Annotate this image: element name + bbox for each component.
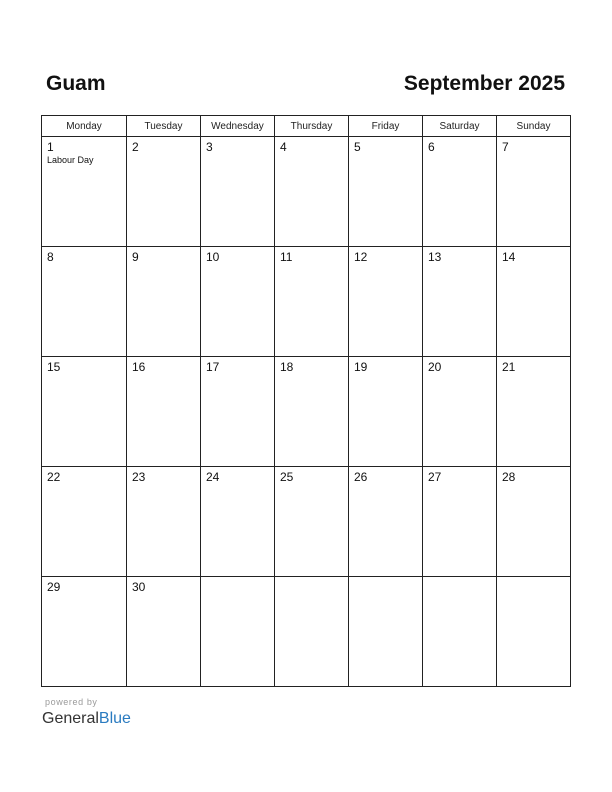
weekday-header-friday: Friday bbox=[349, 116, 423, 137]
footer-branding bbox=[42, 697, 131, 729]
weekday-header-wednesday: Wednesday bbox=[201, 116, 275, 137]
day-cell bbox=[349, 247, 423, 357]
day-cell bbox=[127, 467, 201, 577]
day-number: 14 bbox=[502, 250, 516, 264]
weekday-header-row bbox=[42, 116, 571, 137]
day-number: 19 bbox=[354, 360, 368, 374]
day-cell bbox=[127, 577, 201, 687]
day-cell bbox=[275, 357, 349, 467]
day-cell bbox=[42, 577, 127, 687]
calendar-grid bbox=[41, 115, 571, 687]
day-cell bbox=[201, 137, 275, 247]
day-number: 26 bbox=[354, 470, 368, 484]
day-number: 21 bbox=[502, 360, 516, 374]
holiday-label: Labour Day bbox=[47, 155, 94, 165]
day-cell bbox=[42, 357, 127, 467]
day-cell bbox=[423, 137, 497, 247]
day-cell bbox=[127, 357, 201, 467]
day-number: 28 bbox=[502, 470, 516, 484]
day-number: 1 bbox=[47, 140, 54, 154]
month-year-title: September 2025 bbox=[403, 72, 565, 95]
day-number: 25 bbox=[280, 470, 294, 484]
day-cell bbox=[275, 467, 349, 577]
day-cell bbox=[497, 357, 571, 467]
day-number: 30 bbox=[132, 580, 146, 594]
day-number: 22 bbox=[47, 470, 61, 484]
day-number: 6 bbox=[428, 140, 435, 154]
day-cell bbox=[127, 137, 201, 247]
weekday-header-tuesday: Tuesday bbox=[127, 116, 201, 137]
day-cell bbox=[275, 137, 349, 247]
weekday-header-saturday: Saturday bbox=[423, 116, 497, 137]
brand-name-blue: Blue bbox=[98, 710, 131, 727]
day-cell bbox=[42, 137, 127, 247]
day-cell bbox=[201, 247, 275, 357]
day-number: 24 bbox=[206, 470, 220, 484]
week-row bbox=[42, 357, 571, 467]
brand-logo[interactable] bbox=[42, 709, 131, 729]
day-cell-empty bbox=[349, 577, 423, 687]
day-cell bbox=[349, 467, 423, 577]
day-number: 2 bbox=[132, 140, 139, 154]
day-cell-empty bbox=[275, 577, 349, 687]
day-cell-empty bbox=[497, 577, 571, 687]
day-number: 8 bbox=[47, 250, 54, 264]
week-row bbox=[42, 577, 571, 687]
day-cell bbox=[423, 357, 497, 467]
day-cell bbox=[201, 467, 275, 577]
week-row bbox=[42, 467, 571, 577]
week-row bbox=[42, 247, 571, 357]
weekday-header-monday: Monday bbox=[42, 116, 127, 137]
day-number: 4 bbox=[280, 140, 287, 154]
day-cell bbox=[201, 357, 275, 467]
day-number: 20 bbox=[428, 360, 442, 374]
powered-by-text: powered by bbox=[45, 697, 98, 707]
day-number: 12 bbox=[354, 250, 368, 264]
day-cell bbox=[127, 247, 201, 357]
day-number: 3 bbox=[206, 140, 213, 154]
day-number: 7 bbox=[502, 140, 509, 154]
day-cell bbox=[349, 357, 423, 467]
day-number: 17 bbox=[206, 360, 220, 374]
day-cell bbox=[349, 137, 423, 247]
region-title: Guam bbox=[46, 72, 106, 95]
day-cell bbox=[497, 467, 571, 577]
day-cell-empty bbox=[201, 577, 275, 687]
day-number: 9 bbox=[132, 250, 139, 264]
weekday-header-sunday: Sunday bbox=[497, 116, 571, 137]
day-number: 18 bbox=[280, 360, 294, 374]
day-number: 10 bbox=[206, 250, 220, 264]
day-cell bbox=[423, 247, 497, 357]
day-number: 13 bbox=[428, 250, 442, 264]
day-number: 15 bbox=[47, 360, 61, 374]
day-cell bbox=[42, 467, 127, 577]
day-cell bbox=[497, 137, 571, 247]
weekday-header-thursday: Thursday bbox=[275, 116, 349, 137]
day-number: 23 bbox=[132, 470, 146, 484]
brand-name-general: General bbox=[42, 710, 99, 727]
day-cell bbox=[497, 247, 571, 357]
day-number: 27 bbox=[428, 470, 442, 484]
day-cell bbox=[423, 467, 497, 577]
day-cell bbox=[275, 247, 349, 357]
day-number: 16 bbox=[132, 360, 146, 374]
day-cell-empty bbox=[423, 577, 497, 687]
day-number: 29 bbox=[47, 580, 61, 594]
day-cell bbox=[42, 247, 127, 357]
day-number: 5 bbox=[354, 140, 361, 154]
day-number: 11 bbox=[280, 250, 293, 264]
week-row bbox=[42, 137, 571, 247]
